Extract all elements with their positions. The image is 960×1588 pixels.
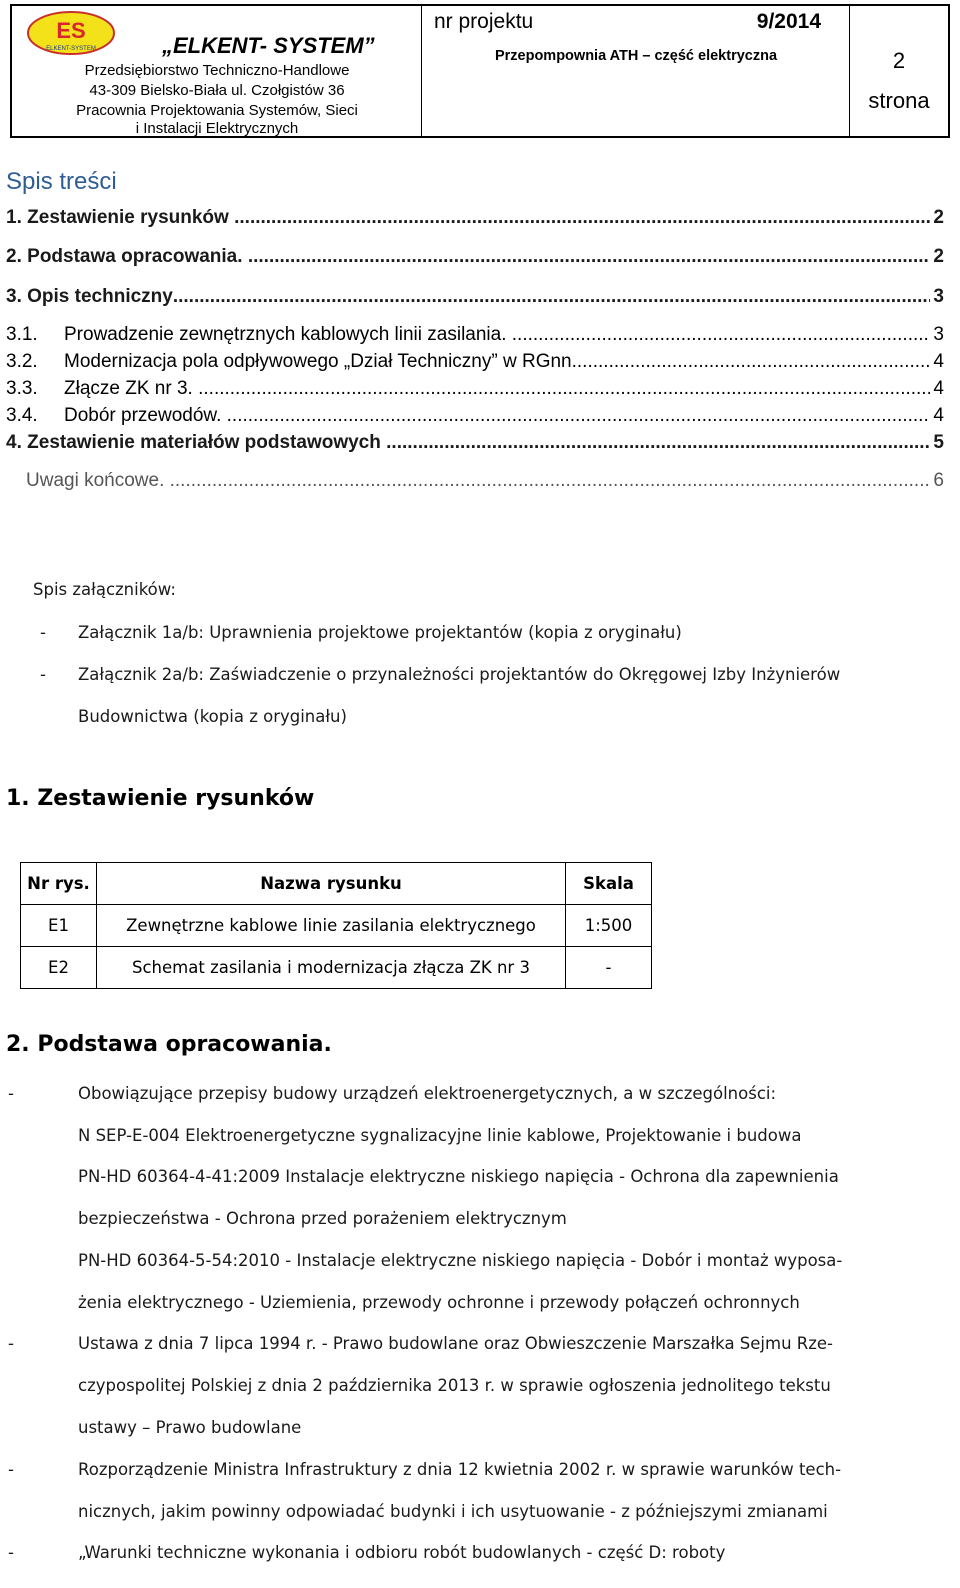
page-word: strona (868, 88, 930, 113)
attachment-item: Załącznik 1a/b: Uprawnienia projektowe projektantów (kopia z oryginału) (78, 623, 682, 642)
toc-entry-label: Uwagi końcowe. (26, 470, 165, 491)
table-cell: Zewnętrzne kablowe linie zasilania elektrycznego (97, 905, 566, 947)
toc-entry[interactable] (6, 378, 944, 400)
toc-entry-page: 5 (933, 432, 944, 453)
toc-entry[interactable] (6, 432, 944, 454)
logo-subtext: ELKENT-SYSTEM (46, 46, 96, 52)
toc-entry-label: Podstawa opracowania. (27, 246, 243, 267)
toc-entry-label: Modernizacja pola odpływowego „Dział Techniczny” w RGnn (64, 351, 572, 372)
company-line: i Instalacji Elektrycznych (135, 120, 299, 137)
project-label: nr projektu (434, 10, 534, 33)
toc-entry-number: 3.4. (6, 405, 38, 426)
paragraph-line: nicznych, jakim powinny odpowiadać budynki i ich usytuowanie - z późniejszymi zmianami (78, 1502, 828, 1521)
toc-entry-page: 4 (933, 351, 944, 372)
column-header: Nazwa rysunku (97, 863, 566, 905)
table-row (21, 905, 652, 947)
toc-entry-number: 4. (6, 432, 22, 453)
table-cell: E1 (21, 905, 97, 947)
toc-entry-number: 3.2. (6, 351, 38, 372)
logo-letters: ES (56, 18, 86, 43)
company-logo (26, 10, 116, 56)
company-name: „ELKENT- SYSTEM” (162, 33, 375, 58)
list-dash: - (8, 1334, 14, 1353)
toc-entry[interactable] (6, 405, 944, 427)
column-header: Nr rys. (21, 863, 97, 905)
paragraph-line: Ustawa z dnia 7 lipca 1994 r. - Prawo budowlane oraz Obwieszczenie Marszałka Sejmu Rze- (78, 1334, 834, 1353)
attachments-title: Spis załączników: (33, 580, 176, 599)
toc-entry[interactable] (6, 286, 944, 308)
page-block (850, 6, 948, 136)
table-cell: E2 (21, 947, 97, 989)
section-heading: 2. Podstawa opracowania. (6, 1032, 332, 1057)
list-dash: - (8, 1084, 14, 1103)
paragraph-line: bezpieczeństwa - Ochrona przed porażeniem elektrycznym (78, 1209, 567, 1228)
toc-entry[interactable] (6, 351, 944, 373)
company-block (12, 6, 422, 136)
paragraph-line: Obowiązujące przepisy budowy urządzeń elektroenergetycznych, a w szczególności: (78, 1084, 777, 1103)
toc-entry-page: 2 (933, 207, 944, 228)
company-line: Pracownia Projektowania Systemów, Sieci (76, 102, 358, 119)
list-dash: - (40, 665, 46, 684)
page-number: 2 (892, 48, 906, 73)
table-cell: Schemat zasilania i modernizacja złącza ZK nr 3 (97, 947, 566, 989)
toc-entry[interactable] (6, 324, 944, 346)
column-header: Skala (566, 863, 652, 905)
toc-entry[interactable] (6, 246, 944, 268)
toc-entry-label: Dobór przewodów. (64, 405, 222, 426)
list-dash: - (40, 623, 46, 642)
toc-entry-page: 3 (933, 286, 944, 307)
table-cell: - (566, 947, 652, 989)
toc-entry-label: Opis techniczny (27, 286, 173, 307)
project-block (422, 6, 850, 136)
table-cell: 1:500 (566, 905, 652, 947)
project-number: 9/2014 (756, 10, 821, 33)
toc-entry-page: 2 (933, 246, 944, 267)
toc-entry-label: Zestawienie materiałów podstawowych (27, 432, 381, 453)
company-line: Przedsiębiorstwo Techniczno-Handlowe (84, 62, 350, 79)
toc-entry-page: 4 (933, 405, 944, 426)
toc-entry-label: Zestawienie rysunków (27, 207, 229, 228)
toc-entry-label: Złącze ZK nr 3. (64, 378, 193, 399)
toc-entry-number: 2. (6, 246, 22, 267)
toc-entry[interactable] (26, 470, 944, 492)
paragraph-line: PN-HD 60364-4-41:2009 Instalacje elektryczne niskiego napięcia - Ochrona dla zapewnienia (78, 1167, 839, 1186)
paragraph-line: ustawy – Prawo budowlane (78, 1418, 302, 1437)
toc-entry-page: 3 (933, 324, 944, 345)
attachment-item: Załącznik 2a/b: Zaświadczenie o przynależności projektantów do Okręgowej Izby Inżynierów (78, 665, 841, 684)
paragraph-line: „Warunki techniczne wykonania i odbioru robót budowlanych - część D: roboty (78, 1543, 726, 1562)
toc-title: Spis treści (6, 168, 117, 195)
project-title: Przepompownia ATH – część elektryczna (494, 48, 778, 64)
table-header-row (21, 863, 652, 905)
paragraph-line: Rozporządzenie Ministra Infrastruktury z dnia 12 kwietnia 2002 r. w sprawie warunków tech- (78, 1460, 842, 1479)
toc-entry[interactable] (6, 207, 944, 229)
paragraph-line: czypospolitej Polskiej z dnia 2 października 2013 r. w sprawie ogłoszenia jednolitego tekstu (78, 1376, 831, 1395)
drawings-table (20, 862, 652, 989)
table-row (21, 947, 652, 989)
toc-entry-number: 3.1. (6, 324, 38, 345)
paragraph-line: PN-HD 60364-5-54:2010 - Instalacje elektryczne niskiego napięcia - Dobór i montaż wyposa- (78, 1251, 843, 1270)
attachment-item-continued: Budownictwa (kopia z oryginału) (78, 707, 347, 726)
toc-entry-number: 3. (6, 286, 22, 307)
paragraph-line: N SEP-E-004 Elektroenergetyczne sygnalizacyjne linie kablowe, Projektowanie i budowa (78, 1126, 802, 1145)
paragraph-line: żenia elektrycznego - Uziemienia, przewody ochronne i przewody połączeń ochronnych (78, 1293, 800, 1312)
toc-entry-page: 4 (933, 378, 944, 399)
list-dash: - (8, 1543, 14, 1562)
section-heading: 1. Zestawienie rysunków (6, 786, 315, 811)
company-line: 43-309 Bielsko-Biała ul. Czołgistów 36 (89, 82, 345, 99)
toc-entry-page: 6 (933, 470, 944, 491)
document-header (10, 4, 950, 138)
toc-entry-label: Prowadzenie zewnętrznych kablowych linii zasilania. (64, 324, 507, 345)
list-dash: - (8, 1460, 14, 1479)
toc-entry-number: 1. (6, 207, 22, 228)
toc-entry-number: 3.3. (6, 378, 38, 399)
